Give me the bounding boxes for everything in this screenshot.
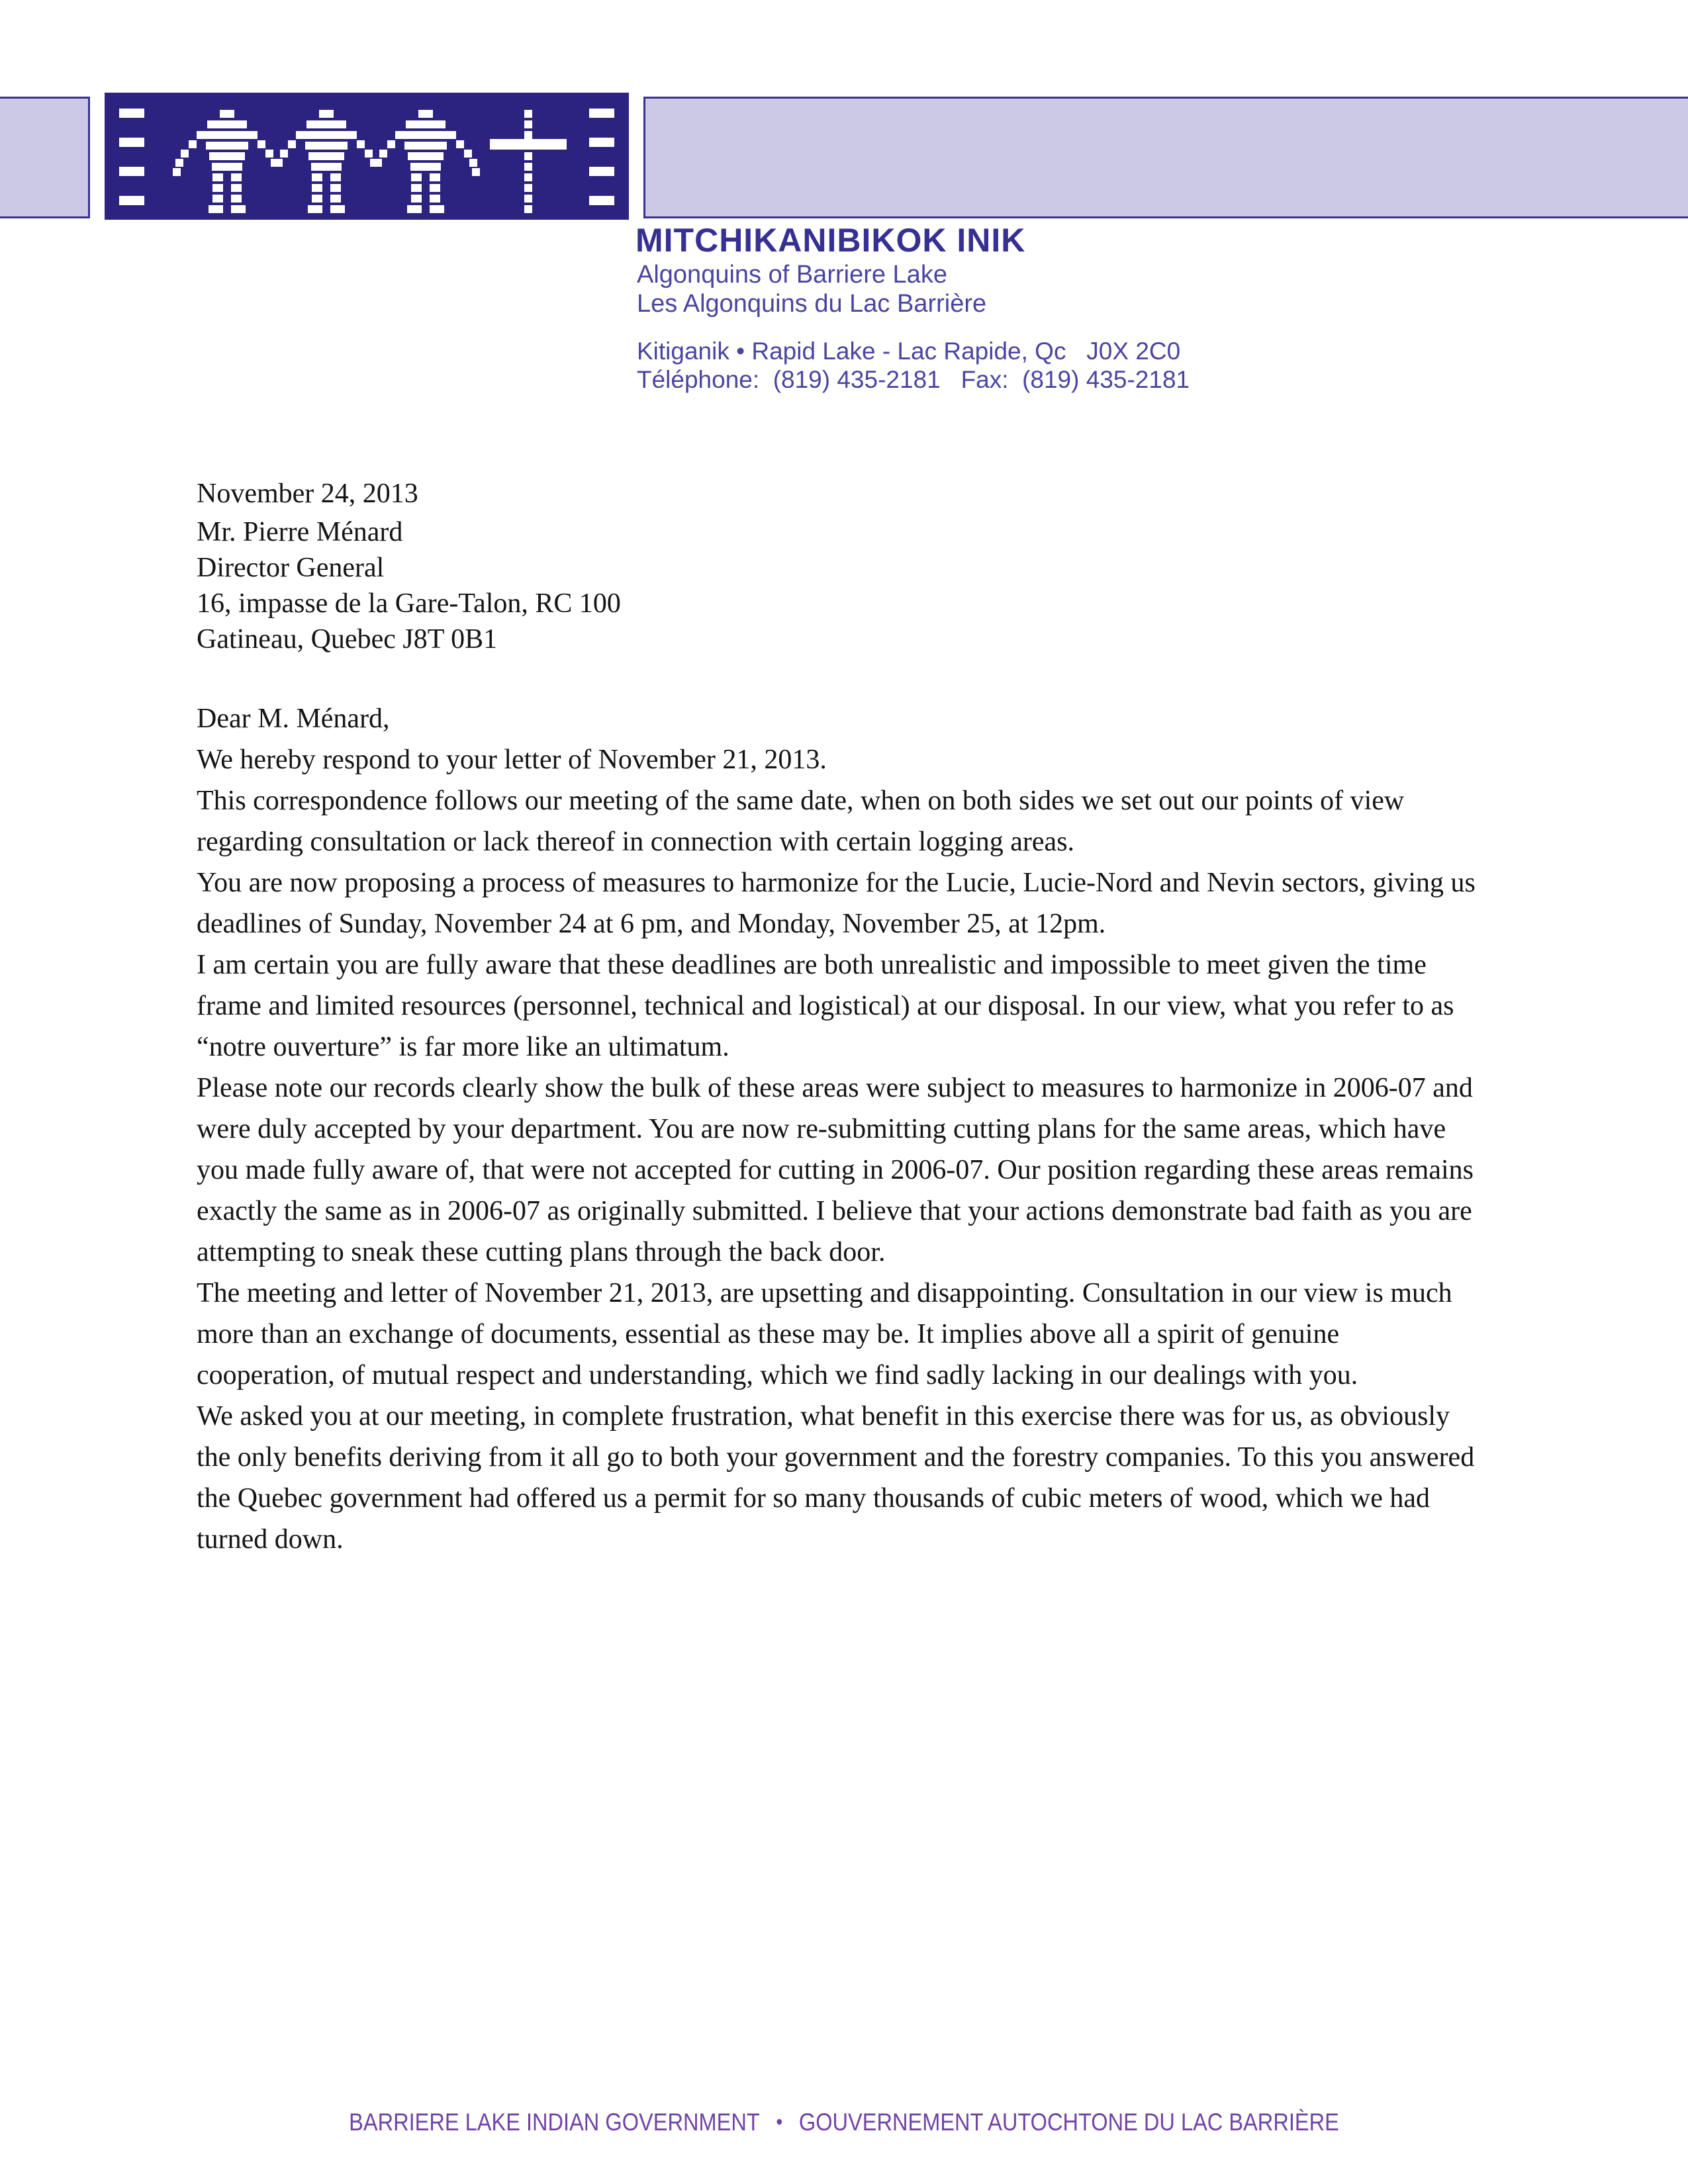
logo-pictogram-icon [105, 93, 629, 220]
letter-body [197, 473, 1484, 1560]
recipient-block [197, 514, 1484, 657]
footer-bullet-icon: • [776, 2110, 783, 2134]
letter-date: November 24, 2013 [197, 478, 418, 509]
paragraph-3-part-b: I am certain you are fully aware that these deadlines are both unrealistic and impossible to meet given the time frame and limited resources (personnel, technical and logistical) at our disposal. In our view, what you refer to as “notre ouverture” is far more like an ultimatum. [197, 950, 1454, 1062]
paragraph-3 [197, 862, 1484, 1068]
org-subtitle-fr: Les Algonquins du Lac Barrière [637, 290, 987, 318]
org-address-line: Kitiganik • Rapid Lake - Lac Rapide, Qc J0X 2C0 [637, 338, 1181, 365]
recipient-name: Mr. Pierre Ménard [197, 517, 403, 547]
recipient-address2: Gatineau, Quebec J8T 0B1 [197, 624, 498, 655]
footer-text-en: BARRIERE LAKE INDIAN GOVERNMENT [349, 2109, 760, 2136]
org-phone-line: Téléphone: (819) 435-2181 Fax: (819) 435-2181 [637, 366, 1190, 393]
org-subtitle-en: Algonquins of Barriere Lake [637, 261, 947, 289]
org-name: MITCHIKANIBIKOK INIK [635, 222, 1026, 259]
paragraph-4: Please note our records clearly show the bulk of these areas were subject to measures to harmonize in 2006-07 and were duly accepted by your department. You are now re-submitting cutting plans for the same areas, which have you made fully aware of, that were not accepted for cutting in 2006-07. Our position regarding these areas remains exactly the same as in 2006-07 as originally submitted. I believe that your actions demonstrate bad faith as you are attempting to sneak these cutting plans through the back door. [197, 1073, 1474, 1267]
letterhead-band-left [0, 97, 90, 218]
org-logo [105, 93, 629, 220]
paragraph-2: This correspondence follows our meeting of the same date, when on both sides we set out our points of view regarding consultation or lack thereof in connection with certain logging areas. [197, 786, 1405, 857]
paragraph-5: The meeting and letter of November 21, 2013, are upsetting and disappointing. Consultation in our view is much more than an exchange of documents, essential as these may be. It implies above all a spirit of genuine cooperation, of mutual respect and understanding, which we find sadly lacking in our dealings with you. [197, 1278, 1452, 1390]
page-footer [101, 2109, 1587, 2136]
letterhead-band-right [643, 97, 1688, 218]
recipient-address1: 16, impasse de la Gare-Talon, RC 100 [197, 588, 621, 619]
footer-text-fr: GOUVERNEMENT AUTOCHTONE DU LAC BARRIÈRE [798, 2109, 1339, 2136]
salutation: Dear M. Ménard, [197, 704, 390, 734]
paragraph-6: We asked you at our meeting, in complete frustration, what benefit in this exercise there was for us, as obviously the only benefits deriving from it all go to both your government and the forestry companies. To this you answered the Quebec government had offered us a permit for so many thousands of cubic meters of wood, which we had turned down. [197, 1401, 1475, 1555]
paragraph-3-part-a: You are now proposing a process of measures to harmonize for the Lucie, Lucie-Nord and Nevin sectors, giving us deadlines of Sunday, November 24 at 6 pm, and Monday, November 25, at 12pm. [197, 868, 1476, 939]
paragraph-1: We hereby respond to your letter of November 21, 2013. [197, 745, 827, 775]
recipient-title: Director General [197, 553, 385, 583]
